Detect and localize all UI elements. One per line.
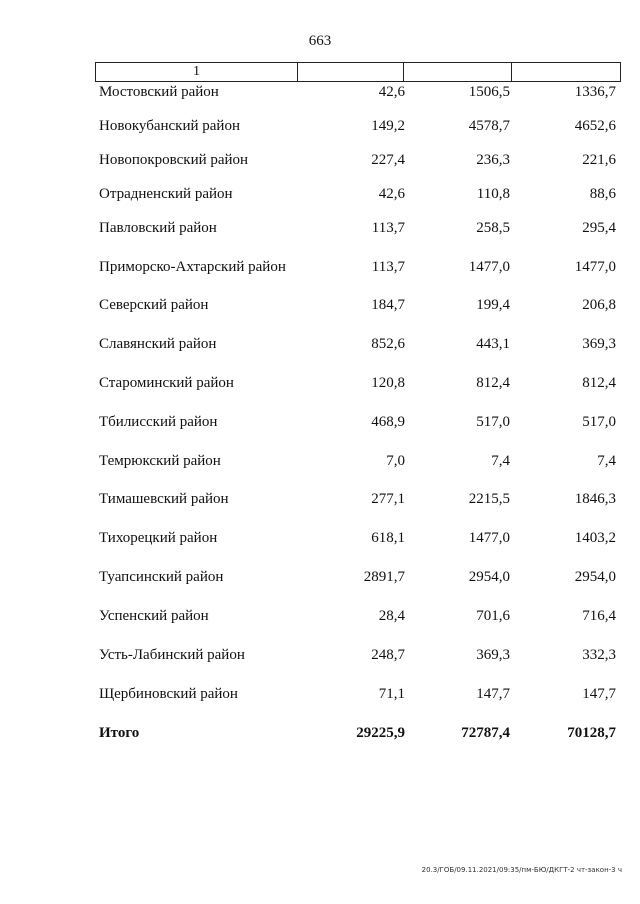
header-cell-3 — [404, 63, 512, 82]
value-col-1: 248,7 — [371, 647, 405, 663]
value-col-1: 71,1 — [378, 686, 405, 702]
value-col-3: 295,4 — [582, 220, 616, 236]
value-col-3: 716,4 — [582, 608, 616, 624]
district-name: Туапсинский район — [99, 569, 224, 585]
value-col-2: 4578,7 — [468, 118, 510, 134]
value-col-2: 110,8 — [476, 186, 510, 202]
value-col-2: 1506,5 — [468, 84, 510, 100]
district-name: Тбилисский район — [99, 414, 218, 430]
value-col-1: 468,9 — [371, 414, 405, 430]
value-col-1: 7,0 — [386, 453, 405, 469]
total-label: Итого — [99, 725, 140, 741]
table-row — [0, 566, 640, 588]
value-col-3: 332,3 — [582, 647, 616, 663]
district-name: Павловский район — [99, 220, 217, 236]
header-cell-1: 1 — [96, 63, 298, 82]
value-col-1: 277,1 — [371, 491, 405, 507]
table-row — [0, 450, 640, 472]
table-row — [0, 644, 640, 666]
total-value-1: 29225,9 — [356, 725, 405, 741]
value-col-2: 7,4 — [491, 453, 510, 469]
table-row — [0, 294, 640, 316]
table-row — [0, 217, 640, 239]
table-row — [0, 605, 640, 627]
table-row — [0, 115, 640, 137]
table-row — [0, 183, 640, 205]
value-col-3: 221,6 — [582, 152, 616, 168]
value-col-3: 369,3 — [582, 336, 616, 352]
district-name: Щербиновский район — [99, 686, 238, 702]
document-footer-code: 20.3/ГОБ/09.11.2021/09:35/пм-БЮ/ДКГТ-2 чт-закон-3 ч — [421, 866, 622, 874]
value-col-2: 2954,0 — [468, 569, 510, 585]
value-col-3: 147,7 — [582, 686, 616, 702]
table-header — [95, 62, 621, 82]
value-col-3: 2954,0 — [574, 569, 616, 585]
district-name: Темрюкский район — [99, 453, 221, 469]
header-cell-4 — [512, 63, 621, 82]
value-col-3: 206,8 — [582, 297, 616, 313]
value-col-3: 517,0 — [582, 414, 616, 430]
value-col-1: 227,4 — [371, 152, 405, 168]
district-name: Славянский район — [99, 336, 217, 352]
district-name: Мостовский район — [99, 84, 219, 100]
value-col-1: 120,8 — [371, 375, 405, 391]
value-col-3: 1403,2 — [574, 530, 616, 546]
district-name: Северский район — [99, 297, 209, 313]
table-row — [0, 81, 640, 103]
table-row — [0, 488, 640, 510]
value-col-1: 618,1 — [371, 530, 405, 546]
value-col-2: 1477,0 — [468, 530, 510, 546]
district-name: Тихорецкий район — [99, 530, 218, 546]
value-col-3: 812,4 — [582, 375, 616, 391]
value-col-1: 184,7 — [371, 297, 405, 313]
table-row — [0, 149, 640, 171]
value-col-1: 42,6 — [378, 84, 405, 100]
value-col-2: 517,0 — [476, 414, 510, 430]
value-col-2: 1477,0 — [468, 259, 510, 275]
value-col-3: 1846,3 — [574, 491, 616, 507]
value-col-3: 1477,0 — [574, 259, 616, 275]
total-row — [0, 722, 640, 744]
value-col-3: 88,6 — [589, 186, 616, 202]
value-col-2: 199,4 — [476, 297, 510, 313]
district-name: Тимашевский район — [99, 491, 229, 507]
table-row — [0, 333, 640, 355]
value-col-2: 812,4 — [476, 375, 510, 391]
value-col-1: 2891,7 — [363, 569, 405, 585]
district-name: Староминский район — [99, 375, 234, 391]
value-col-1: 852,6 — [371, 336, 405, 352]
page-number: 663 — [308, 33, 332, 49]
value-col-1: 113,7 — [371, 220, 405, 236]
table-row — [0, 527, 640, 549]
value-col-1: 28,4 — [378, 608, 405, 624]
district-name: Приморско-Ахтарский район — [99, 259, 286, 275]
district-name: Новопокровский район — [99, 152, 249, 168]
header-cell-2 — [298, 63, 404, 82]
table-row — [0, 256, 640, 278]
district-name: Успенский район — [99, 608, 209, 624]
district-name: Отрадненский район — [99, 186, 233, 202]
value-col-3: 1336,7 — [574, 84, 616, 100]
value-col-1: 113,7 — [371, 259, 405, 275]
value-col-2: 369,3 — [476, 647, 510, 663]
value-col-1: 149,2 — [371, 118, 405, 134]
value-col-2: 258,5 — [476, 220, 510, 236]
value-col-1: 42,6 — [378, 186, 405, 202]
value-col-3: 7,4 — [597, 453, 616, 469]
value-col-2: 2215,5 — [468, 491, 510, 507]
total-value-3: 70128,7 — [567, 725, 616, 741]
value-col-2: 701,6 — [476, 608, 510, 624]
total-value-2: 72787,4 — [461, 725, 510, 741]
district-name: Новокубанский район — [99, 118, 240, 134]
value-col-3: 4652,6 — [574, 118, 616, 134]
district-name: Усть-Лабинский район — [99, 647, 245, 663]
value-col-2: 236,3 — [476, 152, 510, 168]
table-row — [0, 411, 640, 433]
value-col-2: 147,7 — [476, 686, 510, 702]
value-col-2: 443,1 — [476, 336, 510, 352]
table-row — [0, 683, 640, 705]
table-row — [0, 372, 640, 394]
